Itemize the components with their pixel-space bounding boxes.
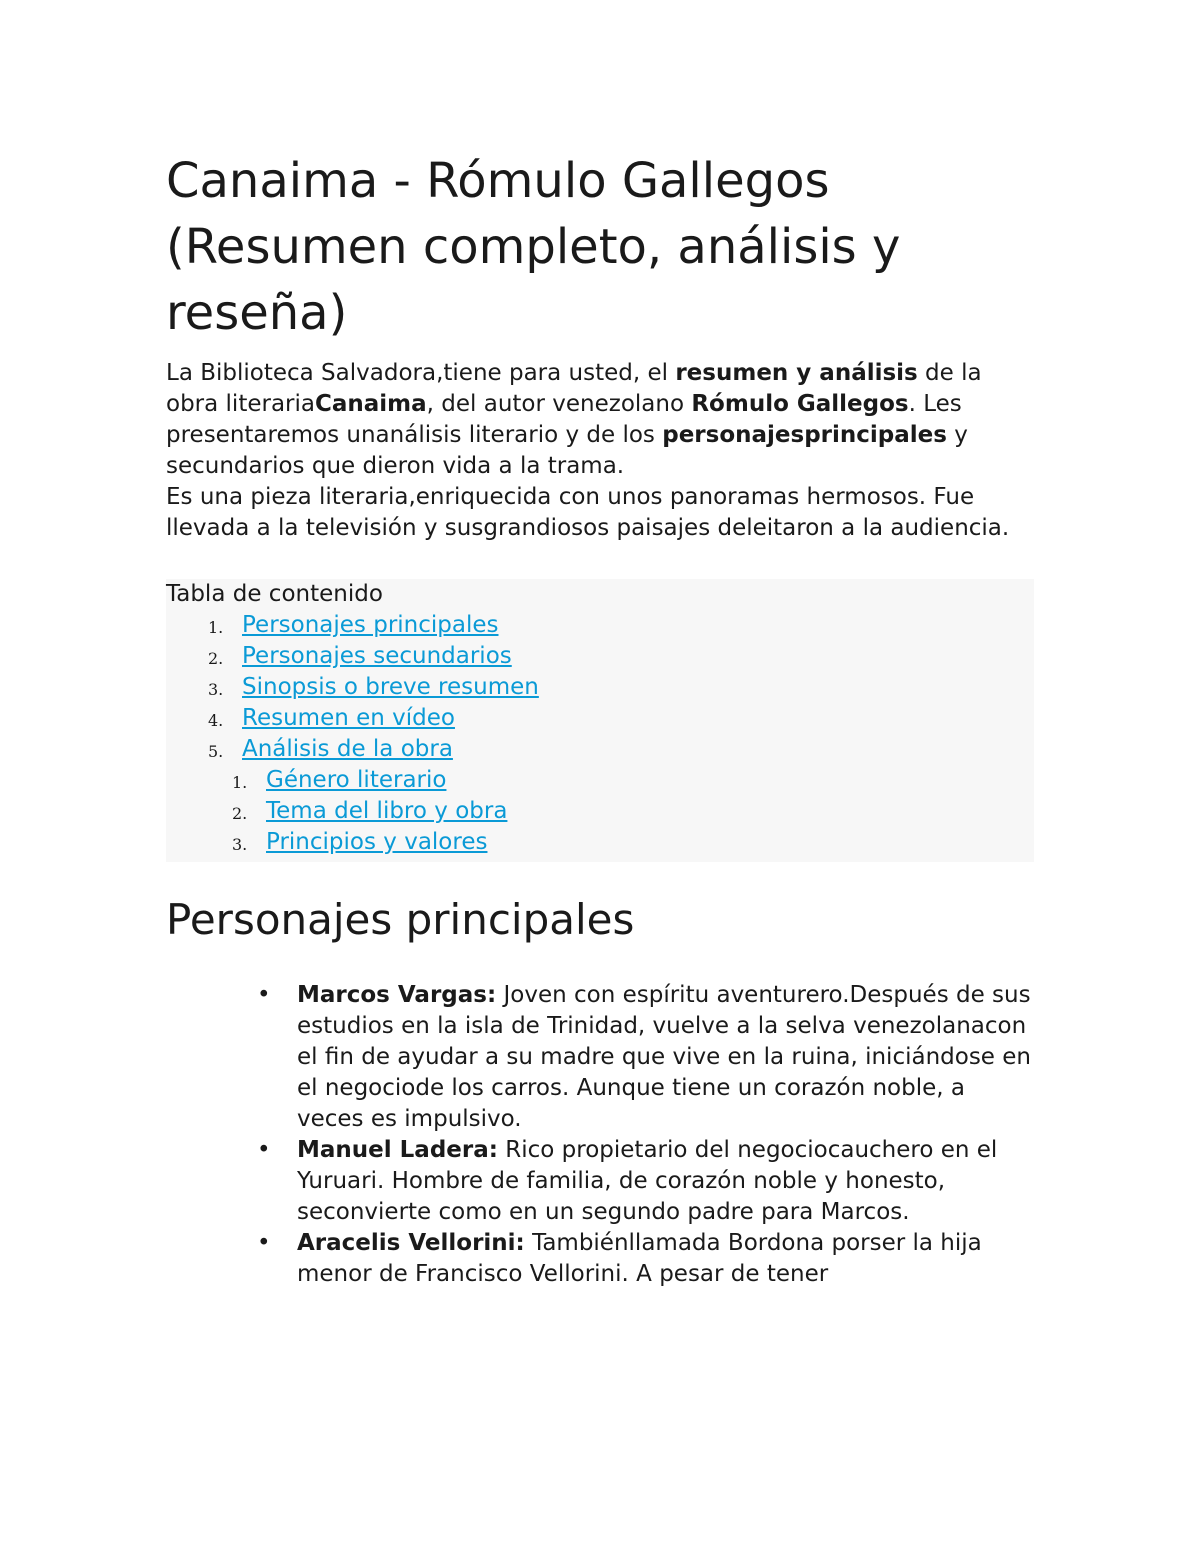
toc-title: Tabla de contenido xyxy=(166,581,383,607)
character-name: Marcos Vargas: xyxy=(297,982,497,1008)
toc-subitem xyxy=(232,796,1034,827)
toc-item-number: 4. xyxy=(208,711,224,730)
list-item xyxy=(257,1135,1036,1228)
intro-run: , del autor venezolano xyxy=(426,391,692,417)
toc-item-number: 1. xyxy=(208,618,224,637)
bullet-icon: • xyxy=(257,982,271,1008)
toc-item xyxy=(208,672,1034,703)
toc-item xyxy=(208,641,1034,672)
toc-item-number: 5. xyxy=(208,742,224,761)
bullet-icon: • xyxy=(257,1230,271,1256)
intro-run-bold: Canaima xyxy=(314,391,427,417)
toc-item xyxy=(208,734,1034,765)
toc-sublist xyxy=(166,765,1034,858)
toc-link-principios-valores[interactable]: Principios y valores xyxy=(266,829,488,855)
character-name: Manuel Ladera: xyxy=(297,1137,498,1163)
bullet-icon: • xyxy=(257,1137,271,1163)
toc-subitem xyxy=(232,765,1034,796)
toc-subitem-number: 2. xyxy=(232,804,248,823)
page-title: Canaima - Rómulo Gallegos (Resumen completo, análisis y reseña) xyxy=(166,153,901,341)
toc-list xyxy=(166,610,1034,765)
toc-item xyxy=(208,610,1034,641)
toc-item xyxy=(208,703,1034,734)
intro-paragraph-2: Es una pieza literaria,enriquecida con unos panoramas hermosos. Fue llevada a la televisión y susgrandiosos paisajes deleitaron a la audiencia. xyxy=(166,484,1010,541)
intro-run: de la obra literaria xyxy=(166,360,982,417)
toc-link-analisis-obra[interactable]: Análisis de la obra xyxy=(242,736,453,762)
toc-link-personajes-secundarios[interactable]: Personajes secundarios xyxy=(242,643,512,669)
intro-run-bold: personajesprincipales xyxy=(662,422,947,448)
toc-subitem xyxy=(232,827,1034,858)
document-page xyxy=(166,148,1036,1290)
intro-run: La Biblioteca Salvadora,tiene para usted, el xyxy=(166,360,676,386)
toc-item-number: 3. xyxy=(208,680,224,699)
characters-list xyxy=(166,980,1036,1290)
list-item xyxy=(257,980,1036,1135)
character-description: Rico propietario del negociocauchero en el Yuruari. Hombre de familia, de corazón noble y honesto, seconvierte como en un segundo padre para Marcos. xyxy=(297,1137,998,1225)
toc-subitem-number: 1. xyxy=(232,773,248,792)
toc-link-personajes-principales[interactable]: Personajes principales xyxy=(242,612,499,638)
toc-link-tema-libro[interactable]: Tema del libro y obra xyxy=(266,798,508,824)
intro-run-bold: Rómulo Gallegos xyxy=(691,391,909,417)
toc-link-genero-literario[interactable]: Género literario xyxy=(266,767,447,793)
intro-run-bold: resumen y análisis xyxy=(675,360,918,386)
intro-run: y secundarios que dieron vida a la trama. xyxy=(166,422,968,479)
intro-paragraph-1 xyxy=(166,358,1036,482)
toc-link-sinopsis[interactable]: Sinopsis o breve resumen xyxy=(242,674,539,700)
section-heading-personajes-principales: Personajes principales xyxy=(166,895,635,944)
character-description: Joven con espíritu aventurero.Después de sus estudios en la isla de Trinidad, vuelve a la selva venezolanacon el fin de ayudar a su madre que vive en la ruina, iniciándose en el negociode los carros. Aunque tiene un corazón noble, a veces es impulsivo. xyxy=(297,982,1031,1132)
toc-item-number: 2. xyxy=(208,649,224,668)
character-name: Aracelis Vellorini: xyxy=(297,1230,525,1256)
toc-link-resumen-video[interactable]: Resumen en vídeo xyxy=(242,705,455,731)
toc-subitem-number: 3. xyxy=(232,835,248,854)
character-description: Tambiénllamada Bordona porser la hija menor de Francisco Vellorini. A pesar de tener xyxy=(297,1230,982,1287)
intro-text xyxy=(166,358,1036,544)
table-of-contents xyxy=(166,579,1034,862)
intro-run: . Les presentaremos unanálisis literario y de los xyxy=(166,391,962,448)
list-item xyxy=(257,1228,1036,1290)
